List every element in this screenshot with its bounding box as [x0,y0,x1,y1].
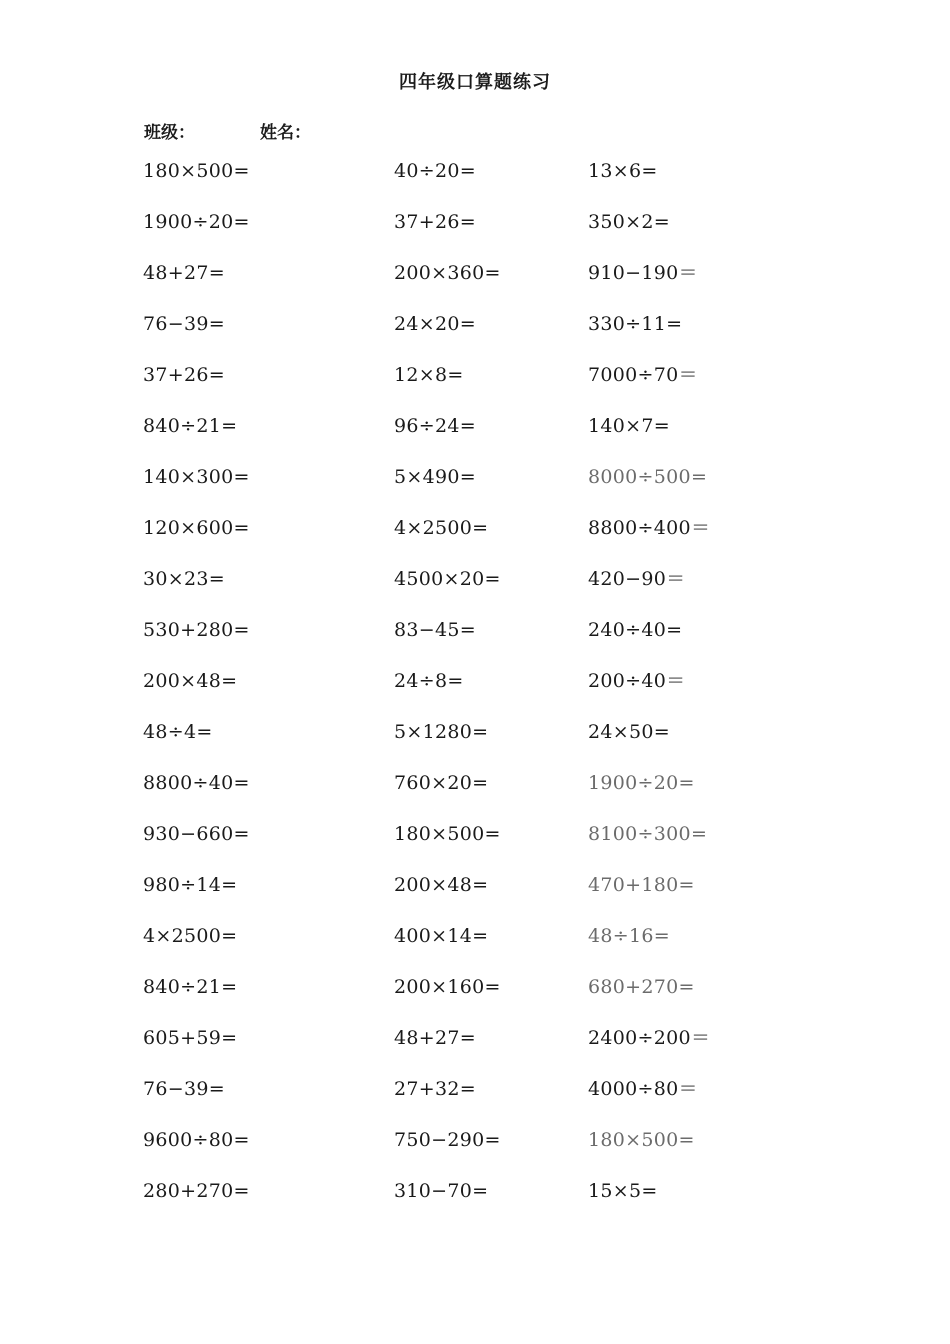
math-problem: 200×48= [143,670,238,692]
math-problem: 12×8= [394,364,464,386]
math-problem: 24÷8= [394,670,464,692]
math-problem: 7000÷70＝ [588,364,698,386]
math-problem: 8100÷300= [588,823,708,845]
problem-row [0,869,950,920]
math-problem: 13×6= [588,160,658,182]
math-problem: 76−39= [143,1078,225,1100]
math-problem: 24×50= [588,721,670,743]
math-problem: 4×2500= [394,517,489,539]
math-problem: 40÷20= [394,160,476,182]
math-problem: 680+270= [588,976,695,998]
math-problem: 910−190＝ [588,262,698,284]
math-problem: 530+280= [143,619,250,641]
problem-row [0,971,950,1022]
problem-row [0,767,950,818]
math-problem: 4000÷80＝ [588,1078,698,1100]
problem-row [0,461,950,512]
math-problem: 4500×20= [394,568,501,590]
math-problem: 5×1280= [394,721,489,743]
problem-row [0,716,950,767]
math-problem: 48+27= [394,1027,476,1049]
math-problem: 2400÷200＝ [588,1027,711,1049]
math-problem: 140×300= [143,466,250,488]
problem-row [0,1073,950,1124]
math-problem: 200÷40＝ [588,670,686,692]
problem-row [0,818,950,869]
math-problem: 980÷14= [143,874,238,896]
math-problem: 840÷21= [143,976,238,998]
math-problem: 420−90＝ [588,568,686,590]
problem-row [0,563,950,614]
math-problem: 8800÷400＝ [588,517,711,539]
math-problem: 4×2500= [143,925,238,947]
math-problem: 5×490= [394,466,476,488]
math-problem: 605+59= [143,1027,238,1049]
math-problem: 180×500= [588,1129,695,1151]
problem-row [0,155,950,206]
student-info-row [144,118,311,143]
math-problem: 15×5= [588,1180,658,1202]
problem-row [0,359,950,410]
problem-row [0,614,950,665]
math-problem: 760×20= [394,772,489,794]
math-problem: 240÷40= [588,619,683,641]
problem-row [0,206,950,257]
problem-row [0,1022,950,1073]
math-problem: 9600÷80= [143,1129,250,1151]
math-problem: 200×160= [394,976,501,998]
math-problem: 470+180= [588,874,695,896]
math-problem: 37+26= [143,364,225,386]
math-problem: 400×14= [394,925,489,947]
math-problem: 840÷21= [143,415,238,437]
math-problem: 310−70= [394,1180,489,1202]
math-problem: 27+32= [394,1078,476,1100]
problem-row [0,920,950,971]
math-problem: 48+27= [143,262,225,284]
math-problem: 350×2= [588,211,670,233]
problem-row [0,512,950,563]
problem-row [0,1124,950,1175]
name-label: 姓名： [260,123,311,143]
math-problem: 280+270= [143,1180,250,1202]
math-problem: 180×500= [143,160,250,182]
math-problem: 200×48= [394,874,489,896]
problem-row [0,308,950,359]
math-problem: 120×600= [143,517,250,539]
math-problem: 200×360= [394,262,501,284]
math-problem: 48÷16= [588,925,670,947]
math-problem: 8000÷500= [588,466,708,488]
math-problem: 930−660= [143,823,250,845]
math-problem: 83−45= [394,619,476,641]
problem-grid [0,155,950,1226]
math-problem: 96÷24= [394,415,476,437]
math-problem: 24×20= [394,313,476,335]
math-problem: 76−39= [143,313,225,335]
math-problem: 8800÷40= [143,772,250,794]
math-problem: 180×500= [394,823,501,845]
page-title: 四年级口算题练习 [399,72,551,93]
math-problem: 140×7= [588,415,670,437]
math-problem: 48÷4= [143,721,213,743]
problem-row [0,1175,950,1226]
math-problem: 37+26= [394,211,476,233]
problem-row [0,410,950,461]
math-problem: 30×23= [143,568,225,590]
math-problem: 330÷11= [588,313,683,335]
problem-row [0,665,950,716]
problem-row [0,257,950,308]
class-label: 班级： [144,123,195,143]
math-problem: 1900÷20= [588,772,695,794]
math-problem: 1900÷20= [143,211,250,233]
math-problem: 750−290= [394,1129,501,1151]
